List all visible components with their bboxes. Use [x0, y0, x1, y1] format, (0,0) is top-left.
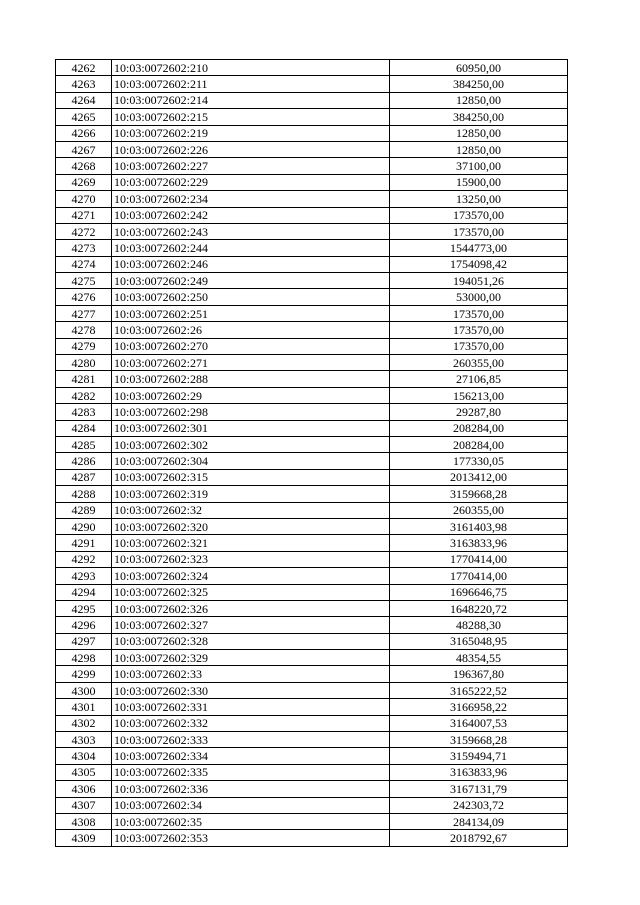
row-number-cell: 4283	[56, 404, 112, 420]
table-row	[56, 158, 568, 174]
cadastral-value-cell: 3163833,96	[390, 764, 568, 780]
cadastral-number-cell: 10:03:0072602:301	[112, 420, 390, 436]
table-row	[56, 469, 568, 485]
row-number-cell: 4262	[56, 60, 112, 76]
cadastral-value-cell: 1754098,42	[390, 256, 568, 272]
table-row	[56, 666, 568, 682]
cadastral-value-cell: 3163833,96	[390, 535, 568, 551]
table-row	[56, 240, 568, 256]
row-number-cell: 4296	[56, 617, 112, 633]
table-row	[56, 699, 568, 715]
cadastral-value-cell: 3164007,53	[390, 715, 568, 731]
cadastral-number-cell: 10:03:0072602:328	[112, 633, 390, 649]
cadastral-value-cell: 177330,05	[390, 453, 568, 469]
row-number-cell: 4291	[56, 535, 112, 551]
row-number-cell: 4264	[56, 92, 112, 108]
table-row	[56, 781, 568, 797]
cadastral-number-cell: 10:03:0072602:325	[112, 584, 390, 600]
cadastral-value-cell: 27106,85	[390, 371, 568, 387]
cadastral-number-cell: 10:03:0072602:26	[112, 322, 390, 338]
table-row	[56, 650, 568, 666]
cadastral-number-cell: 10:03:0072602:32	[112, 502, 390, 518]
table-row	[56, 223, 568, 239]
cadastral-value-cell: 2013412,00	[390, 469, 568, 485]
cadastral-value-cell: 53000,00	[390, 289, 568, 305]
row-number-cell: 4297	[56, 633, 112, 649]
cadastral-number-cell: 10:03:0072602:211	[112, 76, 390, 92]
table-row	[56, 502, 568, 518]
table-row	[56, 797, 568, 813]
cadastral-value-cell: 260355,00	[390, 355, 568, 371]
cadastral-value-cell: 3159668,28	[390, 486, 568, 502]
cadastral-value-cell: 3161403,98	[390, 518, 568, 534]
table-row	[56, 371, 568, 387]
cadastral-number-cell: 10:03:0072602:214	[112, 92, 390, 108]
cadastral-value-cell: 242303,72	[390, 797, 568, 813]
cadastral-number-cell: 10:03:0072602:33	[112, 666, 390, 682]
table-row	[56, 617, 568, 633]
row-number-cell: 4299	[56, 666, 112, 682]
cadastral-value-cell: 208284,00	[390, 420, 568, 436]
cadastral-value-cell: 12850,00	[390, 92, 568, 108]
row-number-cell: 4285	[56, 436, 112, 452]
table-row	[56, 535, 568, 551]
table-row	[56, 600, 568, 616]
cadastral-value-cell: 3166958,22	[390, 699, 568, 715]
row-number-cell: 4289	[56, 502, 112, 518]
row-number-cell: 4265	[56, 109, 112, 125]
cadastral-number-cell: 10:03:0072602:210	[112, 60, 390, 76]
table-row	[56, 486, 568, 502]
cadastral-number-cell: 10:03:0072602:304	[112, 453, 390, 469]
cadastral-value-cell: 12850,00	[390, 141, 568, 157]
cadastral-value-cell: 2018792,67	[390, 830, 568, 846]
table-row	[56, 174, 568, 190]
cadastral-value-cell: 284134,09	[390, 813, 568, 829]
row-number-cell: 4286	[56, 453, 112, 469]
table-row	[56, 125, 568, 141]
table-row	[56, 141, 568, 157]
row-number-cell: 4292	[56, 551, 112, 567]
cadastral-value-cell: 1696646,75	[390, 584, 568, 600]
cadastral-number-cell: 10:03:0072602:246	[112, 256, 390, 272]
table-row	[56, 322, 568, 338]
row-number-cell: 4275	[56, 273, 112, 289]
table-row	[56, 338, 568, 354]
cadastral-number-cell: 10:03:0072602:244	[112, 240, 390, 256]
cadastral-value-cell: 48354,55	[390, 650, 568, 666]
cadastral-value-cell: 3167131,79	[390, 781, 568, 797]
cadastral-number-cell: 10:03:0072602:251	[112, 305, 390, 321]
cadastral-value-cell: 3165048,95	[390, 633, 568, 649]
cadastral-value-cell: 1770414,00	[390, 551, 568, 567]
row-number-cell: 4267	[56, 141, 112, 157]
table-row	[56, 748, 568, 764]
row-number-cell: 4271	[56, 207, 112, 223]
row-number-cell: 4302	[56, 715, 112, 731]
cadastral-number-cell: 10:03:0072602:242	[112, 207, 390, 223]
row-number-cell: 4284	[56, 420, 112, 436]
row-number-cell: 4290	[56, 518, 112, 534]
cadastral-value-cell: 13250,00	[390, 191, 568, 207]
row-number-cell: 4273	[56, 240, 112, 256]
cadastral-number-cell: 10:03:0072602:226	[112, 141, 390, 157]
table-row	[56, 207, 568, 223]
cadastral-number-cell: 10:03:0072602:219	[112, 125, 390, 141]
table-row	[56, 764, 568, 780]
cadastral-value-cell: 1770414,00	[390, 568, 568, 584]
table-row	[56, 436, 568, 452]
cadastral-value-cell: 48288,30	[390, 617, 568, 633]
row-number-cell: 4278	[56, 322, 112, 338]
table-row	[56, 387, 568, 403]
table-row	[56, 568, 568, 584]
cadastral-value-cell: 173570,00	[390, 338, 568, 354]
cadastral-number-cell: 10:03:0072602:324	[112, 568, 390, 584]
cadastral-value-cell: 3159494,71	[390, 748, 568, 764]
table-row	[56, 76, 568, 92]
row-number-cell: 4266	[56, 125, 112, 141]
cadastral-value-cell: 208284,00	[390, 436, 568, 452]
cadastral-number-cell: 10:03:0072602:326	[112, 600, 390, 616]
table-body	[56, 60, 568, 847]
table-row	[56, 682, 568, 698]
cadastral-value-cell: 173570,00	[390, 322, 568, 338]
cadastral-value-cell: 173570,00	[390, 223, 568, 239]
row-number-cell: 4300	[56, 682, 112, 698]
row-number-cell: 4280	[56, 355, 112, 371]
row-number-cell: 4268	[56, 158, 112, 174]
cadastral-number-cell: 10:03:0072602:323	[112, 551, 390, 567]
table-row	[56, 453, 568, 469]
cadastral-number-cell: 10:03:0072602:320	[112, 518, 390, 534]
cadastral-number-cell: 10:03:0072602:353	[112, 830, 390, 846]
cadastral-value-cell: 3159668,28	[390, 732, 568, 748]
cadastral-value-cell: 173570,00	[390, 207, 568, 223]
row-number-cell: 4301	[56, 699, 112, 715]
row-number-cell: 4307	[56, 797, 112, 813]
row-number-cell: 4269	[56, 174, 112, 190]
cadastral-value-cell: 12850,00	[390, 125, 568, 141]
row-number-cell: 4277	[56, 305, 112, 321]
cadastral-value-cell: 384250,00	[390, 109, 568, 125]
cadastral-number-cell: 10:03:0072602:270	[112, 338, 390, 354]
table-row	[56, 715, 568, 731]
table-row	[56, 584, 568, 600]
table-row	[56, 830, 568, 846]
row-number-cell: 4276	[56, 289, 112, 305]
cadastral-value-cell: 1648220,72	[390, 600, 568, 616]
cadastral-number-cell: 10:03:0072602:330	[112, 682, 390, 698]
cadastral-number-cell: 10:03:0072602:319	[112, 486, 390, 502]
cadastral-value-cell: 29287,80	[390, 404, 568, 420]
cadastral-number-cell: 10:03:0072602:229	[112, 174, 390, 190]
cadastral-value-cell: 173570,00	[390, 305, 568, 321]
table-row	[56, 633, 568, 649]
cadastral-number-cell: 10:03:0072602:249	[112, 273, 390, 289]
cadastral-number-cell: 10:03:0072602:331	[112, 699, 390, 715]
cadastral-value-table	[55, 59, 568, 847]
table-row	[56, 92, 568, 108]
row-number-cell: 4279	[56, 338, 112, 354]
cadastral-value-cell: 3165222,52	[390, 682, 568, 698]
cadastral-value-cell: 156213,00	[390, 387, 568, 403]
cadastral-value-cell: 194051,26	[390, 273, 568, 289]
cadastral-number-cell: 10:03:0072602:288	[112, 371, 390, 387]
table-row	[56, 289, 568, 305]
row-number-cell: 4304	[56, 748, 112, 764]
cadastral-number-cell: 10:03:0072602:234	[112, 191, 390, 207]
table-row	[56, 813, 568, 829]
row-number-cell: 4298	[56, 650, 112, 666]
row-number-cell: 4305	[56, 764, 112, 780]
row-number-cell: 4294	[56, 584, 112, 600]
cadastral-number-cell: 10:03:0072602:29	[112, 387, 390, 403]
row-number-cell: 4303	[56, 732, 112, 748]
table-row	[56, 518, 568, 534]
row-number-cell: 4282	[56, 387, 112, 403]
row-number-cell: 4306	[56, 781, 112, 797]
cadastral-number-cell: 10:03:0072602:315	[112, 469, 390, 485]
table-row	[56, 256, 568, 272]
cadastral-number-cell: 10:03:0072602:329	[112, 650, 390, 666]
row-number-cell: 4293	[56, 568, 112, 584]
row-number-cell: 4272	[56, 223, 112, 239]
table-row	[56, 191, 568, 207]
cadastral-number-cell: 10:03:0072602:335	[112, 764, 390, 780]
cadastral-number-cell: 10:03:0072602:298	[112, 404, 390, 420]
cadastral-number-cell: 10:03:0072602:227	[112, 158, 390, 174]
table-row	[56, 109, 568, 125]
cadastral-value-cell: 37100,00	[390, 158, 568, 174]
cadastral-number-cell: 10:03:0072602:215	[112, 109, 390, 125]
row-number-cell: 4274	[56, 256, 112, 272]
table-row	[56, 404, 568, 420]
table-row	[56, 305, 568, 321]
row-number-cell: 4308	[56, 813, 112, 829]
table-row	[56, 273, 568, 289]
cadastral-number-cell: 10:03:0072602:271	[112, 355, 390, 371]
row-number-cell: 4281	[56, 371, 112, 387]
cadastral-number-cell: 10:03:0072602:302	[112, 436, 390, 452]
cadastral-value-cell: 60950,00	[390, 60, 568, 76]
table-row	[56, 355, 568, 371]
cadastral-number-cell: 10:03:0072602:35	[112, 813, 390, 829]
cadastral-number-cell: 10:03:0072602:321	[112, 535, 390, 551]
cadastral-value-cell: 15900,00	[390, 174, 568, 190]
table-row	[56, 551, 568, 567]
cadastral-number-cell: 10:03:0072602:327	[112, 617, 390, 633]
table-row	[56, 60, 568, 76]
cadastral-number-cell: 10:03:0072602:250	[112, 289, 390, 305]
cadastral-value-cell: 260355,00	[390, 502, 568, 518]
row-number-cell: 4287	[56, 469, 112, 485]
cadastral-number-cell: 10:03:0072602:332	[112, 715, 390, 731]
row-number-cell: 4263	[56, 76, 112, 92]
cadastral-number-cell: 10:03:0072602:336	[112, 781, 390, 797]
cadastral-value-cell: 1544773,00	[390, 240, 568, 256]
table-row	[56, 732, 568, 748]
cadastral-number-cell: 10:03:0072602:243	[112, 223, 390, 239]
row-number-cell: 4270	[56, 191, 112, 207]
cadastral-number-cell: 10:03:0072602:333	[112, 732, 390, 748]
table-row	[56, 420, 568, 436]
row-number-cell: 4295	[56, 600, 112, 616]
cadastral-number-cell: 10:03:0072602:34	[112, 797, 390, 813]
row-number-cell: 4309	[56, 830, 112, 846]
cadastral-value-cell: 196367,80	[390, 666, 568, 682]
row-number-cell: 4288	[56, 486, 112, 502]
cadastral-value-cell: 384250,00	[390, 76, 568, 92]
cadastral-number-cell: 10:03:0072602:334	[112, 748, 390, 764]
